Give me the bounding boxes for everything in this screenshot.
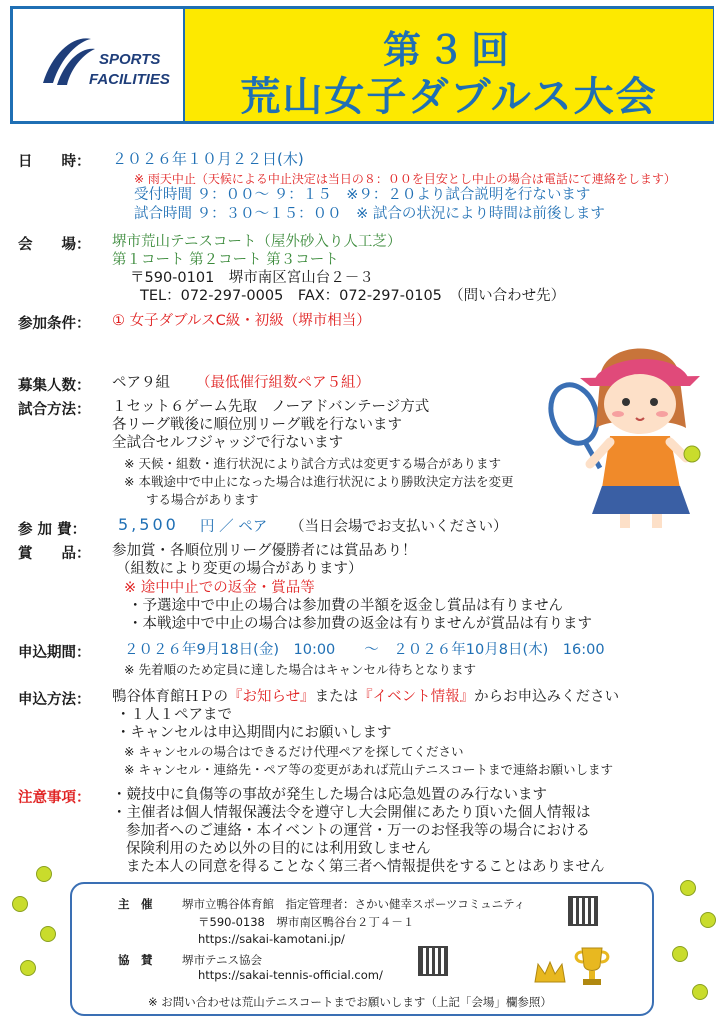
sponsor-url[interactable]: https://sakai-tennis-official.com/ xyxy=(198,968,383,982)
method-label: 試合方法： xyxy=(18,402,91,418)
apply-item2: ・キャンセルは申込期間内にお願いします xyxy=(116,725,392,741)
tennis-ball-icon xyxy=(672,946,688,962)
recruit-minimum: （最低催行組数ペア５組） xyxy=(196,375,370,391)
host-address: 〒590-0138 堺市南区鴨谷台２丁４－１ xyxy=(198,915,415,929)
tennis-ball-icon xyxy=(700,912,716,928)
apply-line1-post: からお申込みください xyxy=(474,689,620,705)
event-title: 荒山女子ダブルス大会 xyxy=(240,74,658,120)
period-note: ※ 先着順のため定員に達した場合はキャンセル待ちとなります xyxy=(124,662,476,677)
tennis-player-illustration xyxy=(540,318,716,528)
sponsor-value: 堺市テニス協会 xyxy=(182,953,263,967)
sponsor-label: 協 賛 xyxy=(118,953,153,967)
footer-info-box xyxy=(70,882,654,1016)
recruit-label: 募集人数： xyxy=(18,378,91,394)
header-banner xyxy=(10,6,714,124)
method-note1: ※ 天候・組数・進行状況により試合方式は変更する場合があります xyxy=(124,456,501,471)
condition-label: 参加条件： xyxy=(18,316,91,332)
apply-label: 申込方法： xyxy=(18,692,91,708)
period-value: ２０２６年9月18日(金) 10:00 ～ ２０２６年10月8日(木) 16:00 xyxy=(124,642,605,658)
caution-line1: ・競技中に負傷等の事故が発生した場合は応急処置のみ行ないます xyxy=(112,787,547,803)
refund-line2: ・本戦途中で中止の場合は参加費の返金は有りませんが賞品は有ります xyxy=(128,616,592,632)
host-value: 堺市立鴨谷体育館 指定管理者：さかい健幸スポーツコミュニティ xyxy=(182,897,526,911)
title-panel xyxy=(183,9,713,121)
apply-line1-mid: または xyxy=(314,689,359,705)
venue-address: 〒590-0101 堺市南区宮山台２－３ xyxy=(130,270,374,286)
apply-link-news: 『お知らせ』 xyxy=(228,689,315,705)
logo xyxy=(13,9,183,121)
tennis-ball-icon xyxy=(20,960,36,976)
prize-line1: 参加賞・各順位別リーグ優勝者には賞品あり！ xyxy=(112,543,417,559)
qr-code-host-icon[interactable] xyxy=(568,896,598,926)
refund-title: ※ 途中中止での返金・賞品等 xyxy=(124,580,315,596)
apply-link-events: 『イベント情報』 xyxy=(358,689,475,705)
method-line3: 全試合セルフジャッジで行ないます xyxy=(112,435,344,451)
period-label: 申込期間： xyxy=(18,645,91,661)
tennis-ball-icon xyxy=(12,896,28,912)
venue-courts: 第１コート 第２コート 第３コート xyxy=(112,252,339,268)
apply-line1 xyxy=(112,688,619,706)
contact-note: ※ お問い合わせは荒山テニスコートまでお願いします（上記「会場」欄参照） xyxy=(148,995,552,1009)
method-note2: ※ 本戦途中で中止になった場合は進行状況により勝敗決定方法を変更 xyxy=(124,474,514,489)
fee-amount: 5,500 xyxy=(118,515,179,534)
crown-icon xyxy=(532,958,568,986)
date-value: ２０２６年１０月２２日(木) xyxy=(112,150,304,168)
condition-value: ① 女子ダブルスC級・初級（堺市相当） xyxy=(112,313,371,329)
venue-name: 堺市荒山テニスコート（屋外砂入り人工芝） xyxy=(112,234,402,250)
prize-label: 賞 品： xyxy=(18,546,91,562)
host-label: 主 催 xyxy=(118,897,153,911)
caution-line4: 保険利用のため以外の目的には利用致しません xyxy=(126,841,431,857)
host-url[interactable]: https://sakai-kamotani.jp/ xyxy=(198,932,345,946)
tennis-ball-icon xyxy=(36,866,52,882)
caution-line3: 参加者へのご連絡・本イベントの運営・万一のお怪我等の場合における xyxy=(126,823,590,839)
trophy-icon xyxy=(572,944,612,988)
prize-line2: （組数により変更の場合があります） xyxy=(116,561,363,577)
method-line1: １セット６ゲーム先取 ノーアドバンテージ方式 xyxy=(112,399,430,415)
recruit-value: ペア９組 xyxy=(112,375,170,391)
venue-label: 会 場： xyxy=(18,237,91,253)
caution-line2: ・主催者は個人情報保護法令を遵守し大会開催にあたり頂いた個人情報は xyxy=(112,805,591,821)
qr-code-sponsor-icon[interactable] xyxy=(418,946,448,976)
fee-unit: 円 ／ ペア xyxy=(200,519,268,535)
apply-line1-pre: 鴨谷体育館ＨＰの xyxy=(112,689,228,705)
caution-line5: また本人の同意を得ることなく第三者へ情報提供をすることはありません xyxy=(126,859,605,875)
reception-time: 受付時間 ９：００～ ９：１５ ※９：２０より試合説明を行ないます xyxy=(134,187,591,203)
refund-line1: ・予選途中で中止の場合は参加費の半額を返金し賞品は有りません xyxy=(128,598,563,614)
fee-note: （当日会場でお支払いください） xyxy=(290,519,508,535)
tennis-ball-icon xyxy=(680,880,696,896)
event-number: 第３回 xyxy=(382,28,515,72)
tennis-ball-icon xyxy=(692,984,708,1000)
apply-note2: ※ キャンセル・連絡先・ペア等の変更があれば荒山テニスコートまで連絡お願いします xyxy=(124,762,613,777)
tennis-ball-icon xyxy=(40,926,56,942)
match-time: 試合時間 ９：３０～１５：００ ※ 試合の状況により時間は前後します xyxy=(134,206,605,222)
rain-note: ※ 雨天中止（天候による中止決定は当日の８：００を目安とし中止の場合は電話にて連絡をします） xyxy=(134,172,676,186)
logo-text-facilities: FACILITIES xyxy=(89,71,170,88)
logo-text-sports: SPORTS xyxy=(99,51,161,68)
apply-item1: ・１人１ペアまで xyxy=(116,707,232,723)
method-line2: 各リーグ戦後に順位別リーグ戦を行ないます xyxy=(112,417,402,433)
caution-label: 注意事項： xyxy=(18,790,91,806)
date-label: 日 時： xyxy=(18,154,91,170)
apply-note1: ※ キャンセルの場合はできるだけ代理ペアを探してください xyxy=(124,744,464,759)
venue-tel: TEL：072-297-0005 FAX：072-297-0105 （問い合わせ先） xyxy=(140,288,566,304)
method-note3: する場合があります xyxy=(146,492,259,507)
fee-label: 参 加 費： xyxy=(18,522,87,538)
